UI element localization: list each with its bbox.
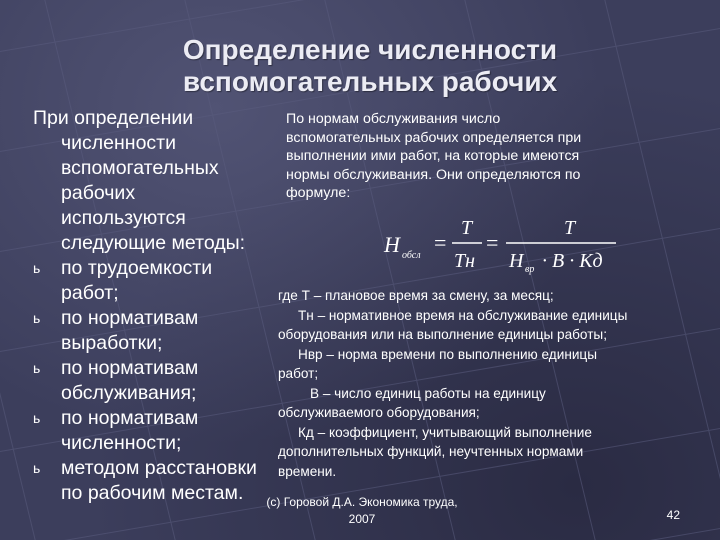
bullet-icon: ь: [33, 410, 41, 426]
method-line: по рабочим местам.: [61, 482, 244, 504]
definition-line: времени.: [278, 463, 337, 479]
method-line: работ;: [61, 282, 119, 304]
intro-line: используются: [61, 207, 186, 229]
method-item: [33, 356, 273, 406]
formula-fraction2-denominator-rest: · B · Кд: [542, 250, 603, 272]
intro-line: При определении: [33, 107, 194, 129]
intro-line: вспомогательных: [61, 157, 219, 179]
bullet-icon: ь: [33, 310, 41, 326]
formula-lhs: H: [384, 232, 400, 257]
title-line-2: вспомогательных рабочих: [182, 66, 558, 97]
formula-equals-2: =: [486, 230, 499, 255]
method-line: по нормативам: [61, 357, 199, 379]
intro-line: рабочих: [61, 182, 136, 204]
method-item: [33, 456, 273, 506]
formula-fraction1-numerator: T: [461, 217, 473, 239]
page-number: 42: [666, 508, 680, 522]
methods-list: [33, 256, 273, 506]
definition-line: Тн – нормативное время на обслуживание единицы: [298, 307, 628, 323]
definition-line: где Т – плановое время за смену, за месяц;: [278, 288, 554, 303]
method-description: [286, 110, 666, 203]
intro-line: численности: [61, 132, 176, 154]
description-line: нормы обслуживания. Они определяются по: [286, 166, 581, 183]
definition-line: оборудования или на выполнение единицы работы;: [278, 327, 607, 342]
method-line: по нормативам: [61, 307, 199, 329]
method-item: [33, 256, 273, 306]
definition-line: В – число единиц работы на единицу: [310, 385, 546, 401]
bullet-icon: ь: [33, 260, 41, 276]
description-line: вспомогательных рабочих определяется при: [286, 129, 582, 146]
formula-fraction2-denominator-h: H: [509, 250, 524, 272]
title-line-1: Определение численности: [182, 34, 558, 65]
description-line: выполнении ими работ, на которые имеются: [286, 148, 580, 164]
definition-line: дополнительных функций, неучтенных нормами: [278, 444, 584, 459]
methods-list-section: [33, 106, 273, 506]
method-item: [33, 306, 273, 356]
description-line: формуле:: [286, 185, 351, 201]
formula-fraction2-denominator-subscript: вр: [525, 264, 535, 275]
formula-fraction1-denominator: Тн: [454, 250, 476, 272]
definition-line: Нвр – норма времени по выполнению единицы: [298, 346, 597, 362]
method-line: обслуживания;: [61, 382, 197, 404]
credit-line-1: (с) Горовой Д.А. Экономика труда,: [266, 495, 458, 509]
slide-title: [90, 34, 650, 98]
method-line: методом расстановки: [61, 457, 257, 479]
bullet-icon: ь: [33, 460, 41, 476]
method-line: численности;: [61, 432, 182, 454]
method-line: по трудоемкости: [61, 257, 213, 279]
intro-line: следующие методы:: [61, 232, 246, 254]
description-line: По нормам обслуживания число: [286, 111, 501, 127]
formula-definitions: [278, 286, 688, 481]
formula-lhs-subscript: обсл: [402, 250, 421, 261]
formula-equals-1: =: [434, 230, 447, 255]
staffing-formula: [378, 212, 628, 276]
footer-credit: [262, 494, 462, 528]
definition-line: работ;: [278, 366, 319, 381]
definition-line: Кд – коэффициент, учитывающий выполнение: [298, 424, 592, 440]
formula-fraction2-numerator: T: [564, 217, 576, 239]
method-line: выработки;: [61, 332, 163, 354]
method-item: [33, 406, 273, 456]
credit-line-2: 2007: [348, 512, 376, 526]
definition-line: обслуживаемого оборудования;: [278, 405, 480, 420]
method-line: по нормативам: [61, 407, 199, 429]
methods-intro: [33, 106, 273, 256]
bullet-icon: ь: [33, 360, 41, 376]
